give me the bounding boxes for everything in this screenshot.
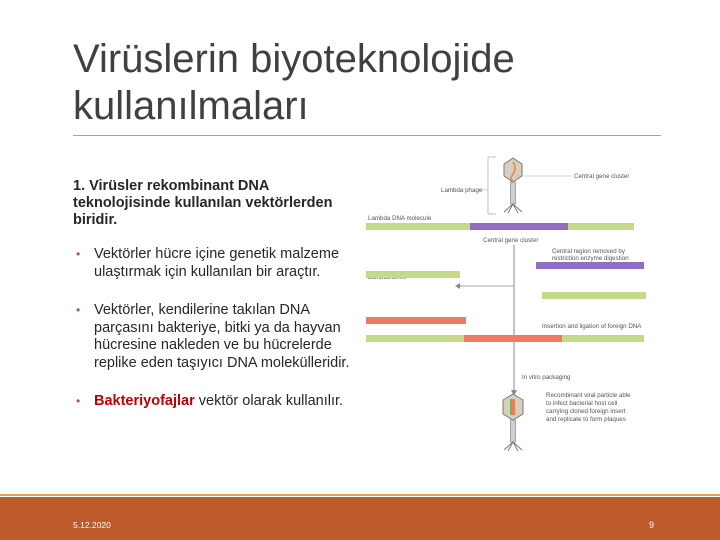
bullet-item <box>73 302 363 372</box>
lambda-arm-right <box>542 292 646 299</box>
lambda-vector-figure <box>366 152 684 477</box>
removed-central-region <box>536 262 644 269</box>
bullet-item <box>73 393 363 411</box>
recombinant-phage-icon <box>503 394 523 451</box>
lambda-dna-bar-right <box>568 223 634 230</box>
label-recombinant-1: Recombinant viral particle able <box>546 392 631 399</box>
lambda-phage-icon <box>504 158 522 213</box>
title-line-1: Virüslerin biyoteknolojide <box>73 37 515 81</box>
bullet-icon: • <box>76 303 81 317</box>
label-recombinant-3: carrying cloned foreign insert <box>546 408 626 415</box>
footer-accent-line <box>0 494 720 496</box>
slide-title <box>73 36 673 130</box>
recombinant-dna-left <box>366 335 464 342</box>
label-lambda-phage: Lambda phage <box>441 187 483 194</box>
label-insertion: Insertion and ligation of foreign DNA <box>542 323 642 330</box>
bullet-text: vektör olarak kullanılır. <box>194 393 344 409</box>
bullet-text: Vektörler, kendilerine takılan DNA parçasını bakteriye, bitki ya da hayvan hücresine nakleden ve bu hücrelerde replike eden taşıyıcı DNA molekülleridir. <box>94 302 350 371</box>
bullet-text: Vektörler hücre içine genetik malzeme ulaştırmak için kullanılan bir araçtır. <box>94 246 340 280</box>
label-lambda-dna-molecule: Lambda DNA molecule <box>368 215 432 222</box>
page-number: 9 <box>649 520 655 530</box>
label-central-gene-cluster-2: Central gene cluster <box>483 237 539 244</box>
foreign-dna-bar <box>366 317 466 324</box>
footer-date: 5.12.2020 <box>73 520 111 530</box>
footer-bar <box>0 497 720 540</box>
label-central-region-1: Central region removed by <box>552 248 625 255</box>
label-central-region-2: restriction enzyme digestion <box>552 255 629 262</box>
title-divider <box>73 135 661 136</box>
recombinant-dna-insert <box>464 335 562 342</box>
label-recombinant-4: and replicate to form plaques <box>546 416 626 423</box>
label-recombinant-2: to infect bacterial host cell <box>546 400 618 407</box>
bullet-icon: • <box>76 394 81 408</box>
section-heading: 1. Virüsler rekombinant DNA teknolojisinde kullanılan vektörlerden biridir. <box>73 178 333 228</box>
title-line-2: kullanılmaları <box>73 84 309 128</box>
bullet-icon: • <box>76 247 81 261</box>
lambda-arm-left <box>366 271 460 278</box>
label-packaging: In vitro packaging <box>522 374 571 381</box>
lambda-dna-bar <box>366 223 470 230</box>
bullet-item <box>73 246 363 281</box>
highlighted-term: Bakteriyofajlar <box>94 393 195 409</box>
bullet-list <box>73 246 363 432</box>
recombinant-dna-right <box>562 335 644 342</box>
lambda-dna-central <box>470 223 568 230</box>
label-central-gene-cluster: Central gene cluster <box>574 173 630 180</box>
